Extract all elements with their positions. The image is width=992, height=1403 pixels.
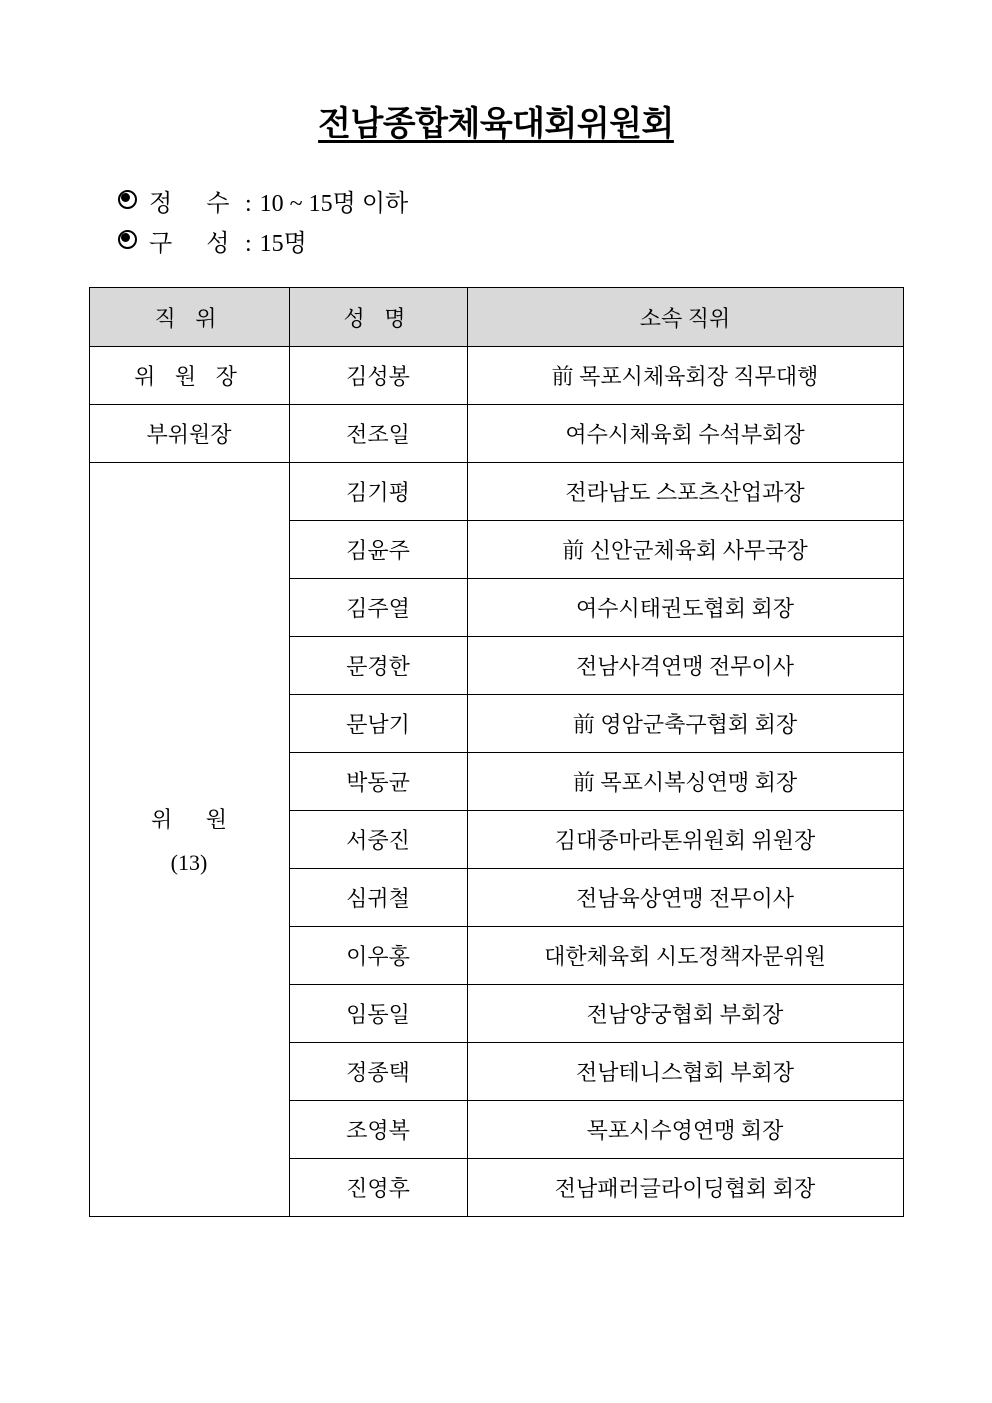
cell-name: 김기평 — [289, 463, 467, 521]
cell-name: 조영복 — [289, 1101, 467, 1159]
cell-name: 문남기 — [289, 695, 467, 753]
cell-position-chair: 위 원 장 — [89, 347, 289, 405]
meta-label-quota: 정 수 — [149, 191, 230, 217]
table-row — [89, 463, 903, 521]
cell-affiliation: 목포시수영연맹 회장 — [467, 1101, 903, 1159]
cell-name: 김윤주 — [289, 521, 467, 579]
cell-affiliation: 대한체육회 시도정책자문위원 — [467, 927, 903, 985]
cell-affiliation: 전남사격연맹 전무이사 — [467, 637, 903, 695]
cell-name: 김성봉 — [289, 347, 467, 405]
cell-affiliation: 여수시태권도협회 회장 — [467, 579, 903, 637]
table-row — [89, 347, 903, 405]
cell-name: 서중진 — [289, 811, 467, 869]
bullet-circle-icon — [118, 230, 137, 249]
cell-affiliation: 전라남도 스포츠산업과장 — [467, 463, 903, 521]
column-header-name: 성 명 — [289, 288, 467, 347]
cell-affiliation: 前 영암군축구협회 회장 — [467, 695, 903, 753]
cell-name: 임동일 — [289, 985, 467, 1043]
position-members-label: 위 원 — [150, 807, 241, 833]
cell-name: 이우홍 — [289, 927, 467, 985]
cell-affiliation: 前 목포시체육회장 직무대행 — [467, 347, 903, 405]
cell-affiliation: 전남양궁협회 부회장 — [467, 985, 903, 1043]
summary-list — [0, 189, 992, 260]
list-item-composition — [0, 229, 992, 260]
table-row — [89, 405, 903, 463]
meta-value-quota: 10 ~ 15명 이하 — [259, 191, 409, 217]
cell-name: 김주열 — [289, 579, 467, 637]
position-members-count: (13) — [170, 850, 208, 876]
cell-affiliation: 전남패러글라이딩협회 회장 — [467, 1159, 903, 1217]
meta-label-composition: 구 성 — [149, 231, 230, 258]
cell-name: 전조일 — [289, 405, 467, 463]
cell-position-vice-chair: 부위원장 — [89, 405, 289, 463]
meta-separator: : — [245, 191, 252, 217]
meta-value-composition: 15명 — [259, 231, 307, 258]
committee-table — [89, 287, 904, 1217]
cell-name: 심귀철 — [289, 869, 467, 927]
cell-affiliation: 前 신안군체육회 사무국장 — [467, 521, 903, 579]
cell-name: 정종택 — [289, 1043, 467, 1101]
table-header — [89, 288, 903, 347]
meta-separator: : — [245, 231, 252, 258]
cell-name: 박동균 — [289, 753, 467, 811]
table-body — [89, 347, 903, 1217]
cell-position-members — [89, 463, 289, 1217]
bullet-circle-icon — [118, 190, 137, 209]
page-title: 전남종합체육대회위원회 — [318, 105, 674, 143]
cell-affiliation: 여수시체육회 수석부회장 — [467, 405, 903, 463]
cell-affiliation: 전남육상연맹 전무이사 — [467, 869, 903, 927]
column-header-affiliation: 소속 직위 — [467, 288, 903, 347]
table-header-row — [89, 288, 903, 347]
cell-affiliation: 前 목포시복싱연맹 회장 — [467, 753, 903, 811]
cell-affiliation: 전남테니스협회 부회장 — [467, 1043, 903, 1101]
cell-name: 문경한 — [289, 637, 467, 695]
cell-affiliation: 김대중마라톤위원회 위원장 — [467, 811, 903, 869]
cell-name: 진영후 — [289, 1159, 467, 1217]
list-item-quota — [0, 189, 992, 220]
column-header-position: 직 위 — [89, 288, 289, 347]
